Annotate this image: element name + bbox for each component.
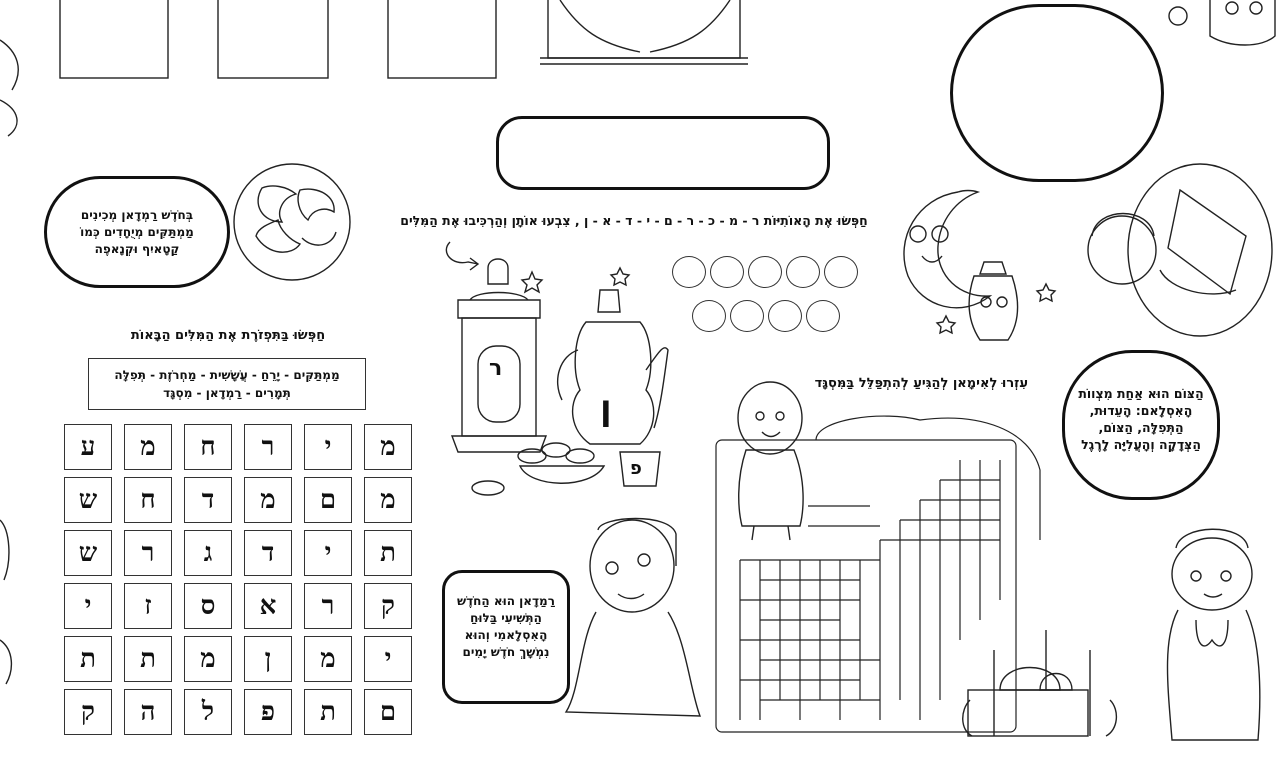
grid-cell[interactable]: ם: [364, 689, 412, 735]
grid-cell[interactable]: ן: [244, 636, 292, 682]
maze-heading: עִזְרוּ לְאִימָאן לְהַגִּיעַ לְהִתְפַּלֵּל בַּמִּסְגָּד: [814, 376, 1028, 391]
grid-cell[interactable]: מ: [244, 477, 292, 523]
grid-cell[interactable]: י: [64, 583, 112, 629]
letter-circle[interactable]: [672, 256, 706, 288]
arrow-doodle: [446, 242, 478, 270]
top-right-lantern: [1169, 0, 1275, 45]
find-words-heading: חַפְּשׂוּ בַּתִּפְזֹרֶת אֶת הַמִּלִּים הַבָּאוֹת: [130, 328, 326, 343]
qatayef-plate-illustration: [234, 164, 350, 280]
letter-circle[interactable]: [824, 256, 858, 288]
letter-circle[interactable]: [730, 300, 764, 332]
grid-cell[interactable]: ד: [244, 530, 292, 576]
teapot-hidden-letter: ן: [600, 388, 612, 428]
grid-cell[interactable]: ת: [124, 636, 172, 682]
crescent-moon-character: [904, 191, 990, 308]
grid-cell[interactable]: ש: [64, 477, 112, 523]
ramadan-sweets-text: בְּחֹדֶשׁ רַמְדָאן מְכִינִים מַמְתַּקִּים מְיֻחָדִים כְּמוֹ קַטָאיִף וּקְנָאפֶה: [80, 208, 194, 256]
star-decoration: [937, 316, 955, 333]
letter-circle[interactable]: [692, 300, 726, 332]
maze-puzzle: [716, 416, 1040, 732]
teapot-illustration: [558, 290, 668, 444]
find-letters-heading: חַפְּשׂוּ אֶת הָאוֹתִיּוֹת ר - מ - כ - ר - ם - י - ד - א - ן , צִבְעוּ אוֹתָן וְהַרְכִּיבוּ אֶת הַמִּלִּים: [400, 213, 868, 228]
grid-cell[interactable]: מ: [364, 477, 412, 523]
star-decoration: [522, 272, 542, 292]
grid-cell[interactable]: מ: [364, 424, 412, 470]
left-edge-decoration: [0, 40, 18, 136]
star-decoration: [1037, 284, 1055, 301]
letter-circle[interactable]: [748, 256, 782, 288]
left-edge-child: [0, 520, 11, 684]
grid-cell[interactable]: ת: [304, 689, 352, 735]
word-list-line-2: תְּמָרִים - רַמְדָאן - מִסְגָּד: [163, 386, 291, 400]
top-frame-2: [218, 0, 328, 78]
thought-bubble-fasting: [1062, 350, 1220, 500]
grid-cell[interactable]: ז: [124, 583, 172, 629]
grid-cell[interactable]: י: [364, 636, 412, 682]
grid-cell[interactable]: מ: [304, 636, 352, 682]
grid-cell[interactable]: א: [244, 583, 292, 629]
ramadan-ninth-text: רַמַדָאן הוּא הַחֹדֶשׁ הַתְּשִׁיעִי בַּלּוּחַ הָאִסְלָאמִי וְהוּא נִמְשָׁךְ חֹדֶשׁ יָמִים: [457, 594, 555, 659]
letter-circle[interactable]: [768, 300, 802, 332]
grid-cell[interactable]: ס: [184, 583, 232, 629]
small-lantern-character: [969, 262, 1017, 340]
grid-cell[interactable]: פ: [244, 689, 292, 735]
grid-cell[interactable]: מ: [184, 636, 232, 682]
grid-cell[interactable]: ת: [364, 530, 412, 576]
letter-circle[interactable]: [710, 256, 744, 288]
grid-cell[interactable]: ת: [64, 636, 112, 682]
sitting-boy: [566, 519, 700, 717]
grid-cell[interactable]: ר: [244, 424, 292, 470]
grid-cell[interactable]: ש: [64, 530, 112, 576]
top-frame-1: [60, 0, 168, 78]
speech-bubble-ramadan-ninth-month: [442, 570, 570, 704]
grid-cell[interactable]: ג: [184, 530, 232, 576]
grid-cell[interactable]: ח: [124, 477, 172, 523]
word-list-box: [88, 358, 366, 410]
grid-cell[interactable]: ל: [184, 689, 232, 735]
letter-circle[interactable]: [806, 300, 840, 332]
grid-cell[interactable]: י: [304, 424, 352, 470]
curtain-illustration: [540, 0, 748, 64]
mosque-illustration: [963, 630, 1117, 736]
lantern-hidden-letter: ר: [489, 356, 503, 381]
grid-cell[interactable]: ה: [124, 689, 172, 735]
speech-bubble-ramadan-sweets: [44, 176, 230, 288]
praying-boy: [1168, 529, 1260, 740]
grid-cell[interactable]: ד: [184, 477, 232, 523]
cup-hidden-letter: פ: [630, 458, 642, 479]
girl-iman: [738, 382, 803, 540]
letter-circle[interactable]: [786, 256, 820, 288]
grid-cell[interactable]: ק: [364, 583, 412, 629]
top-frame-3: [388, 0, 496, 78]
grid-cell[interactable]: ם: [304, 477, 352, 523]
grid-cell[interactable]: ר: [304, 583, 352, 629]
boy-reading-quran: [1088, 164, 1272, 336]
speech-bubble-top-right: [950, 4, 1164, 182]
grid-cell[interactable]: י: [304, 530, 352, 576]
grid-cell[interactable]: ק: [64, 689, 112, 735]
fasting-pillar-text: הַצּוֹם הוּא אַחַת מִצְווֹת הָאִסְלָאם: הָעֵדוּת, הַתְּפִלָּה, הַצּוֹם, הַצְּדָקָה וְהָעֲלִיָּה לָרֶגֶל: [1078, 386, 1204, 452]
word-list-line-1: מַמְתַּקִּים - יָרֵחַ - עֲשָׁשִׁית - מַחְרֹזֶת - תְּפִלָּה: [114, 368, 340, 382]
grid-cell[interactable]: ע: [64, 424, 112, 470]
grid-cell[interactable]: ח: [184, 424, 232, 470]
grid-cell[interactable]: ר: [124, 530, 172, 576]
star-decoration: [611, 268, 629, 285]
speech-bubble-center-banner: [496, 116, 830, 190]
grid-cell[interactable]: מ: [124, 424, 172, 470]
word-search-grid: [64, 424, 412, 735]
